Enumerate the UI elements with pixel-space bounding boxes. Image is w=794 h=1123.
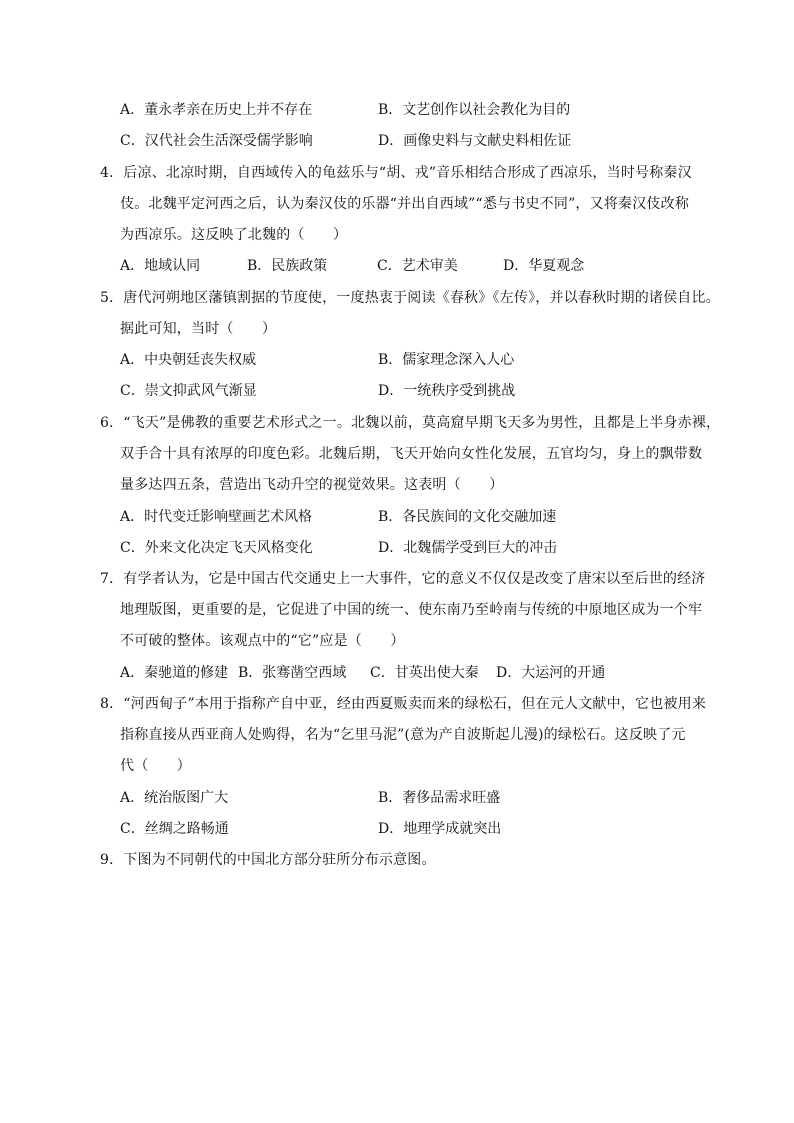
option-text: 画像史料与文献史料相佐证 xyxy=(403,133,572,149)
option-letter: D． xyxy=(503,258,529,274)
option-text: 统治版图广大 xyxy=(144,790,229,806)
option-letter: A． xyxy=(120,790,145,806)
q5-option-c xyxy=(120,381,257,401)
option-letter: A． xyxy=(120,352,145,368)
option-letter: D． xyxy=(378,821,404,837)
option-text: 各民族间的文化交融加速 xyxy=(402,509,557,525)
q6-option-b xyxy=(378,507,556,527)
option-text: 华夏观念 xyxy=(528,258,585,274)
option-letter: D． xyxy=(378,540,404,556)
option-letter: C． xyxy=(120,821,145,837)
option-text: 中央朝廷丧失权威 xyxy=(144,352,257,368)
q7-option-a xyxy=(120,663,228,683)
q7-stem-line-1: 7．有学者认为，它是中国古代交通史上一大事件，它的意义不仅仅是改变了唐宋以至后世的经济 xyxy=(100,571,706,587)
q3-option-a xyxy=(120,100,312,120)
q8-stem-line-1: 8．“河西甸子”本用于指称产自中亚，经由西夏贩卖而来的绿松石，但在元人文献中，它也被用来 xyxy=(100,696,707,712)
option-letter: A． xyxy=(120,509,145,525)
option-letter: C． xyxy=(377,258,402,274)
option-letter: A． xyxy=(120,258,145,274)
option-text: 大运河的开通 xyxy=(521,665,606,681)
q4-option-a xyxy=(120,256,200,276)
option-letter: A． xyxy=(120,665,145,681)
q4-option-c xyxy=(377,256,458,276)
option-text: 儒家理念深入人心 xyxy=(402,352,515,368)
option-text: 地理学成就突出 xyxy=(403,821,502,837)
option-letter: D． xyxy=(496,665,522,681)
q6-stem-line-2: 双手合十具有浓厚的印度色彩。北魏后期，飞天开始向女性化发展，五官均匀，身上的飘带数 xyxy=(120,446,703,462)
option-letter: B． xyxy=(378,509,403,525)
option-letter: C． xyxy=(120,540,145,556)
option-letter: B． xyxy=(378,352,403,368)
option-letter: C． xyxy=(370,665,395,681)
option-text: 文艺创作以社会教化为目的 xyxy=(402,102,571,118)
option-letter: B． xyxy=(378,790,403,806)
q7-option-c xyxy=(370,663,479,683)
option-text: 艺术审美 xyxy=(401,258,458,274)
q7-option-b xyxy=(238,663,346,683)
option-letter: C． xyxy=(120,383,145,399)
q3-option-c xyxy=(120,131,313,151)
option-text: 秦驰道的修建 xyxy=(144,665,229,681)
option-letter: D． xyxy=(378,133,404,149)
q7-stem-line-3: 不可破的整体。该观点中的“它”应是（ ） xyxy=(120,633,405,649)
q4-stem-line-2: 伎。北魏平定河西之后，认为秦汉伎的乐器“并出自西域”“悉与书史不同”，又将秦汉伎改称 xyxy=(120,196,690,212)
option-letter: A． xyxy=(120,102,145,118)
option-text: 丝绸之路畅通 xyxy=(144,821,229,837)
option-text: 地域认同 xyxy=(144,258,201,274)
option-text: 一统秩序受到挑战 xyxy=(403,383,516,399)
option-text: 张骞凿空西域 xyxy=(262,665,347,681)
q6-option-c xyxy=(120,538,313,558)
option-letter: D． xyxy=(378,383,404,399)
option-text: 汉代社会生活深受儒学影响 xyxy=(144,133,313,149)
option-letter: C． xyxy=(120,133,145,149)
q6-stem-line-1: 6．“飞天”是佛教的重要艺术形式之一。北魏以前，莫高窟早期飞天多为男性，且都是上半身赤裸， xyxy=(100,415,721,431)
q8-stem-line-2: 指称直接从西亚商人处购得，名为“乞里马泥”(意为产自波斯起儿漫)的绿松石。这反映了元 xyxy=(120,727,686,743)
q5-stem-line-2: 据此可知，当时（ ） xyxy=(120,321,277,337)
q6-option-d xyxy=(378,538,557,558)
q4-stem-line-1: 4．后凉、北凉时期，自西域传入的龟兹乐与“胡、戎”音乐相结合形成了西凉乐，当时号称秦汉 xyxy=(100,165,692,181)
option-text: 北魏儒学受到巨大的冲击 xyxy=(403,540,558,556)
q4-option-d xyxy=(503,256,584,276)
option-text: 奢侈品需求旺盛 xyxy=(402,790,501,806)
q3-option-d xyxy=(378,131,571,151)
q6-option-a xyxy=(120,507,312,527)
option-text: 外来文化决定飞天风格变化 xyxy=(144,540,313,556)
option-text: 时代变迁影响壁画艺术风格 xyxy=(144,509,313,525)
q9-stem-line-1: 9．下图为不同朝代的中国北方部分驻所分布示意图。 xyxy=(100,852,436,868)
q5-stem-line-1: 5．唐代河朔地区藩镇割据的节度使，一度热衷于阅读《春秋》《左传》，并以春秋时期的诸侯自比。 xyxy=(100,290,720,306)
q8-option-a xyxy=(120,788,228,808)
option-letter: B． xyxy=(238,665,263,681)
option-text: 甘英出使大秦 xyxy=(394,665,479,681)
q8-option-c xyxy=(120,819,229,839)
option-letter: B． xyxy=(247,258,272,274)
q5-option-b xyxy=(378,350,514,370)
q8-option-b xyxy=(378,788,500,808)
q7-option-d xyxy=(496,663,605,683)
option-text: 董永孝亲在历史上并不存在 xyxy=(144,102,313,118)
q7-stem-line-2: 地理版图，更重要的是，它促进了中国的统一、使东南乃至岭南与传统的中原地区成为一个牢 xyxy=(120,602,703,618)
option-text: 崇文抑武风气渐显 xyxy=(144,383,257,399)
q4-option-b xyxy=(247,256,327,276)
q3-option-b xyxy=(378,100,570,120)
q5-option-a xyxy=(120,350,256,370)
q8-stem-line-3: 代（ ） xyxy=(120,758,191,774)
q8-option-d xyxy=(378,819,501,839)
q6-stem-line-3: 量多达四五条，营造出飞动升空的视觉效果。这表明（ ） xyxy=(120,477,504,493)
option-text: 民族政策 xyxy=(271,258,328,274)
option-letter: B． xyxy=(378,102,403,118)
q4-stem-line-3: 为西凉乐。这反映了北魏的（ ） xyxy=(120,227,348,243)
q5-option-d xyxy=(378,381,515,401)
